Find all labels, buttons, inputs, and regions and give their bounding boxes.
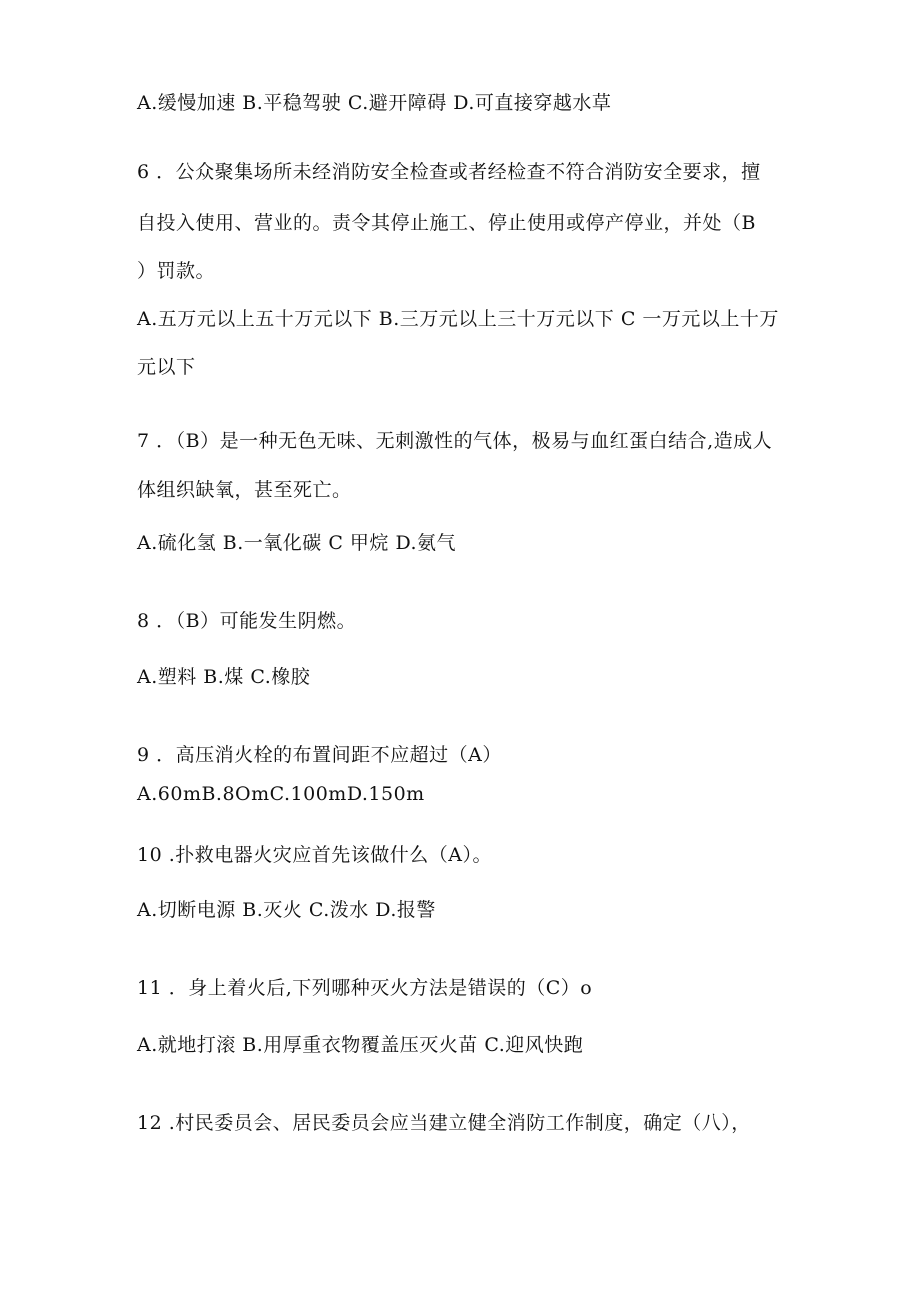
- question-7-line-1: 7 ．（B）是一种无色无味、无刺激性的气体，极易与血红蛋白结合,造成人: [137, 430, 773, 452]
- options-7: A.硫化氢 B.一氧化碳 C 甲烷 D.氨气: [137, 532, 457, 554]
- question-6-line-1: 6 ．公众聚集场所未经消防安全检查或者经检查不符合消防安全要求，擅: [137, 161, 761, 183]
- options-6-line-2: 元以下: [137, 356, 196, 378]
- question-11: 11 ．身上着火后,下列哪种灭火方法是错误的（C）o: [137, 977, 593, 999]
- options-6-line-1: A.五万元以上五十万元以下 B.三万元以上三十万元以下 C 一万元以上十万: [137, 308, 779, 330]
- options-11: A.就地打滚 B.用厚重衣物覆盖压灭火苗 C.迎风快跑: [137, 1034, 584, 1056]
- question-12-line-1: 12 .村民委员会、居民委员会应当建立健全消防工作制度，确定（八），: [137, 1112, 751, 1134]
- question-10: 10 .扑救电器火灾应首先该做什么（A）。: [137, 844, 492, 866]
- options-8: A.塑料 B.煤 C.橡胶: [137, 666, 311, 688]
- question-6-line-3: ）罚款。: [137, 260, 216, 282]
- question-9: 9 ．高压消火栓的布置间距不应超过（A）: [137, 744, 502, 766]
- question-6-line-2: 自投入使用、营业的。责令其停止施工、停止使用或停产停业，并处（B: [137, 212, 756, 234]
- question-8: 8 ．（B）可能发生阴燃。: [137, 610, 357, 632]
- option-line-q5: A.缓慢加速 B.平稳驾驶 C.避开障碍 D.可直接穿越水草: [137, 92, 612, 114]
- question-7-line-2: 体组织缺氧，甚至死亡。: [137, 479, 352, 501]
- options-9: A.60mB.8OmC.100mD.150m: [137, 783, 425, 805]
- options-10: A.切断电源 B.灭火 C.泼水 D.报警: [137, 899, 436, 921]
